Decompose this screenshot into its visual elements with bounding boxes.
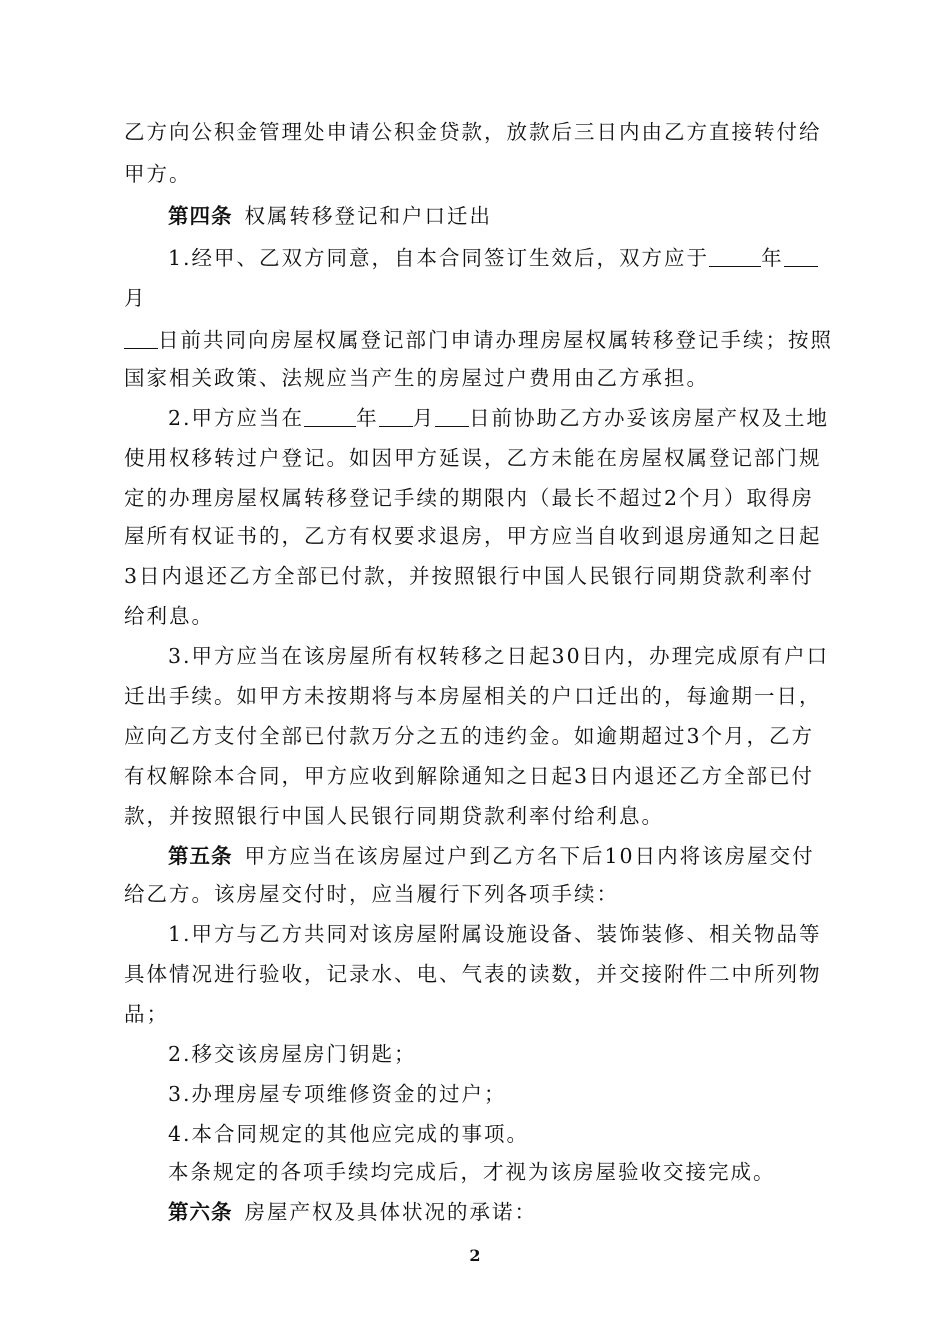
- text-line: 2.甲方应当在 年 月 日前协助乙方办妥该房屋产权及土地: [168, 406, 830, 430]
- article-label: 第六条: [168, 1200, 233, 1224]
- text-line: 日前共同向房屋权属登记部门申请办理房屋权属转移登记手续；按照: [124, 326, 844, 354]
- text-line: 给利息。: [124, 604, 214, 628]
- blank-field: [709, 246, 761, 267]
- text-line: 3日内退还乙方全部已付款，并按照银行中国人民银行同期贷款利率付: [124, 564, 815, 588]
- text-line: 1.经甲、乙双方同意，自本合同签订生效后，双方应于 年: [168, 244, 888, 272]
- article-6-heading: 第六条 房屋产权及具体状况的承诺：: [168, 1200, 537, 1224]
- text-line: 具体情况进行验收，记录水、电、气表的读数，并交接附件二中所列物: [124, 962, 822, 986]
- text-line: 甲方。: [124, 162, 192, 186]
- text-line: 乙方向公积金管理处申请公积金贷款，放款后三日内由乙方直接转付给: [124, 120, 822, 144]
- blank-field: [435, 406, 469, 427]
- text-line: 3.办理房屋专项维修资金的过户；: [168, 1082, 507, 1106]
- text-line: 月: [124, 286, 147, 310]
- article-4-heading: 第四条 权属转移登记和户口迁出: [168, 204, 492, 228]
- text-line: 应向乙方支付全部已付款万分之五的违约金。如逾期超过3个月，乙方: [124, 724, 815, 748]
- text-line: 给乙方。该房屋交付时，应当履行下列各项手续：: [124, 882, 619, 906]
- text-line: 品；: [124, 1002, 169, 1026]
- blank-field: [124, 328, 158, 349]
- text-line: 2.移交该房屋房门钥匙；: [168, 1042, 417, 1066]
- article-5-heading: 第五条 甲方应当在该房屋过户到乙方名下后10日内将该房屋交付: [168, 844, 815, 868]
- text-line: 定的办理房屋权属转移登记手续的期限内（最长不超过2个月）取得房: [124, 486, 815, 510]
- text-line: 款，并按照银行中国人民银行同期贷款利率付给利息。: [124, 804, 664, 828]
- article-label: 第四条: [168, 204, 233, 228]
- text-line: 本条规定的各项手续均完成后，才视为该房屋验收交接完成。: [168, 1160, 776, 1184]
- page-number: 2: [469, 1246, 481, 1265]
- text-line: 4.本合同规定的其他应完成的事项。: [168, 1122, 530, 1146]
- text-line: 使用权移转过户登记。如因甲方延误，乙方未能在房屋权属登记部门规: [124, 446, 822, 470]
- text-line: 屋所有权证书的，乙方有权要求退房，甲方应当自收到退房通知之日起: [124, 524, 822, 548]
- article-label: 第五条: [168, 844, 233, 868]
- text-line: 有权解除本合同，甲方应收到解除通知之日起3日内退还乙方全部已付: [124, 764, 815, 788]
- blank-field: [784, 246, 818, 267]
- blank-field: [379, 406, 413, 427]
- text-line: 国家相关政策、法规应当产生的房屋过户费用由乙方承担。: [124, 366, 709, 390]
- text-line: 迁出手续。如甲方未按期将与本房屋相关的户口迁出的，每逾期一日，: [124, 684, 822, 708]
- blank-field: [304, 406, 356, 427]
- text-line: 3.甲方应当在该房屋所有权转移之日起30日内，办理完成原有户口: [168, 644, 830, 668]
- text-line: 1.甲方与乙方共同对该房屋附属设施设备、装饰装修、相关物品等: [168, 922, 822, 946]
